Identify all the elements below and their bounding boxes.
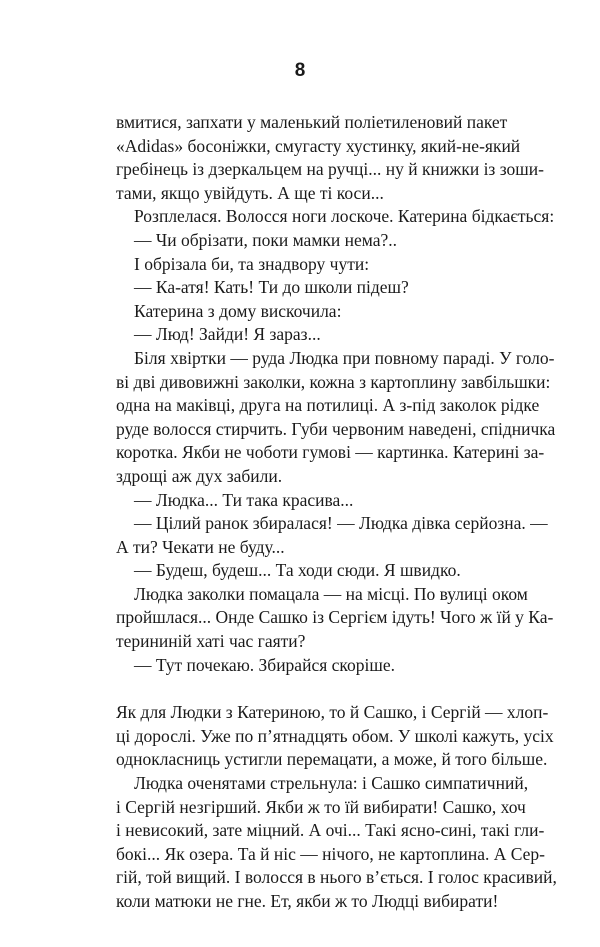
text-line: — Люд! Зайди! Я зараз... [134,324,321,345]
text-line: гребінець із дзеркальцем на ручці... ну й книжки із зоши- [116,159,544,180]
body-text [116,111,557,914]
paragraph [116,512,548,559]
text-line: Біля хвіртки — руда Людка при повному параді. У голо- [134,347,555,368]
text-line: гій, той вищий. І волосся в нього в’ється. І голос красивий, [116,867,557,888]
text-line: І обрізала би, та знадвору чути: [134,253,370,274]
paragraph [116,489,504,513]
paragraph [116,229,504,253]
paragraph [116,205,555,229]
text-line: А ти? Чекати не буду... [116,536,285,557]
paragraph [116,701,554,772]
paragraph [116,323,504,347]
text-line: тами, якщо увійдуть. А ще ті коси... [116,182,384,203]
text-line: бокі... Як озера. Та й ніс — нічого, не картоплина. А Сер- [116,843,545,864]
paragraph [116,111,544,205]
text-line: Людка оченятами стрельнула: і Сашко симпатичний, [134,773,529,794]
text-line: — Чи обрізати, поки мамки нема?.. [134,229,398,250]
paragraph [116,276,504,300]
text-line: однокласниць устигли перемацати, а може, й того більше. [116,749,548,770]
section-break [116,677,504,701]
text-line: Катерина з дому вискочила: [134,300,342,321]
text-line: пройшлася... Онде Сашко із Сергієм ідуть! Чого ж їй у Ка- [116,607,554,628]
text-line: коли матюки не гне. Ет, якби ж то Людці вибирати! [116,891,499,911]
text-line: Людка заколки помацала — на місці. По вулиці оком [134,583,528,604]
text-line: — Цілий ранок збиралася! — Людка дівка серйозна. — [134,513,548,534]
text-line: здрощі аж дух забили. [116,465,283,486]
text-line: ві дві дивовижні заколки, кожна з картоплину завбільшки: [116,371,551,392]
paragraph [116,772,557,914]
text-line: і невисокий, зате міцний. А очі... Такі ясно-сині, такі гли- [116,820,545,841]
text-line: — Ка-атя! Кать! Ти до школи підеш? [134,277,409,298]
text-line: терининій хаті час гаяти? [116,631,306,652]
text-line: і Сергій незгірший. Якби ж то їй вибирати! Сашко, хоч [116,796,526,817]
text-line: руде волосся стирчить. Губи червоним наведені, спідничка [116,418,556,439]
paragraph [116,559,504,583]
text-line: Розплелася. Волосся ноги лоскоче. Катерина бідкається: [134,206,555,227]
text-line: Як для Людки з Катериною, то й Сашко, і Сергій — хлоп- [116,702,549,723]
text-line: — Будеш, будеш... Та ходи сюди. Я швидко. [134,560,461,581]
paragraph [116,300,504,324]
paragraph [116,253,504,277]
text-line: ці дорослі. Уже по п’ятнадцять обом. У школі кажуть, усіх [116,725,554,746]
paragraph [116,583,554,654]
page-number: 8 [294,60,306,81]
paragraph [116,347,556,489]
text-line: вмитися, запхати у маленький поліетиленовий пакет [116,112,508,132]
text-line: — Людка... Ти така красива... [134,489,354,510]
text-line: «Adidas» босоніжки, смугасту хустинку, який-не-який [116,135,521,156]
text-line: — Тут почекаю. Збирайся скоріше. [134,654,395,675]
paragraph [116,654,504,678]
text-line: коротка. Якби не чоботи гумові — картинка. Катерині за- [116,442,545,463]
text-line: одна на маківці, друга на потилиці. А з-під заколок рідке [116,395,540,416]
